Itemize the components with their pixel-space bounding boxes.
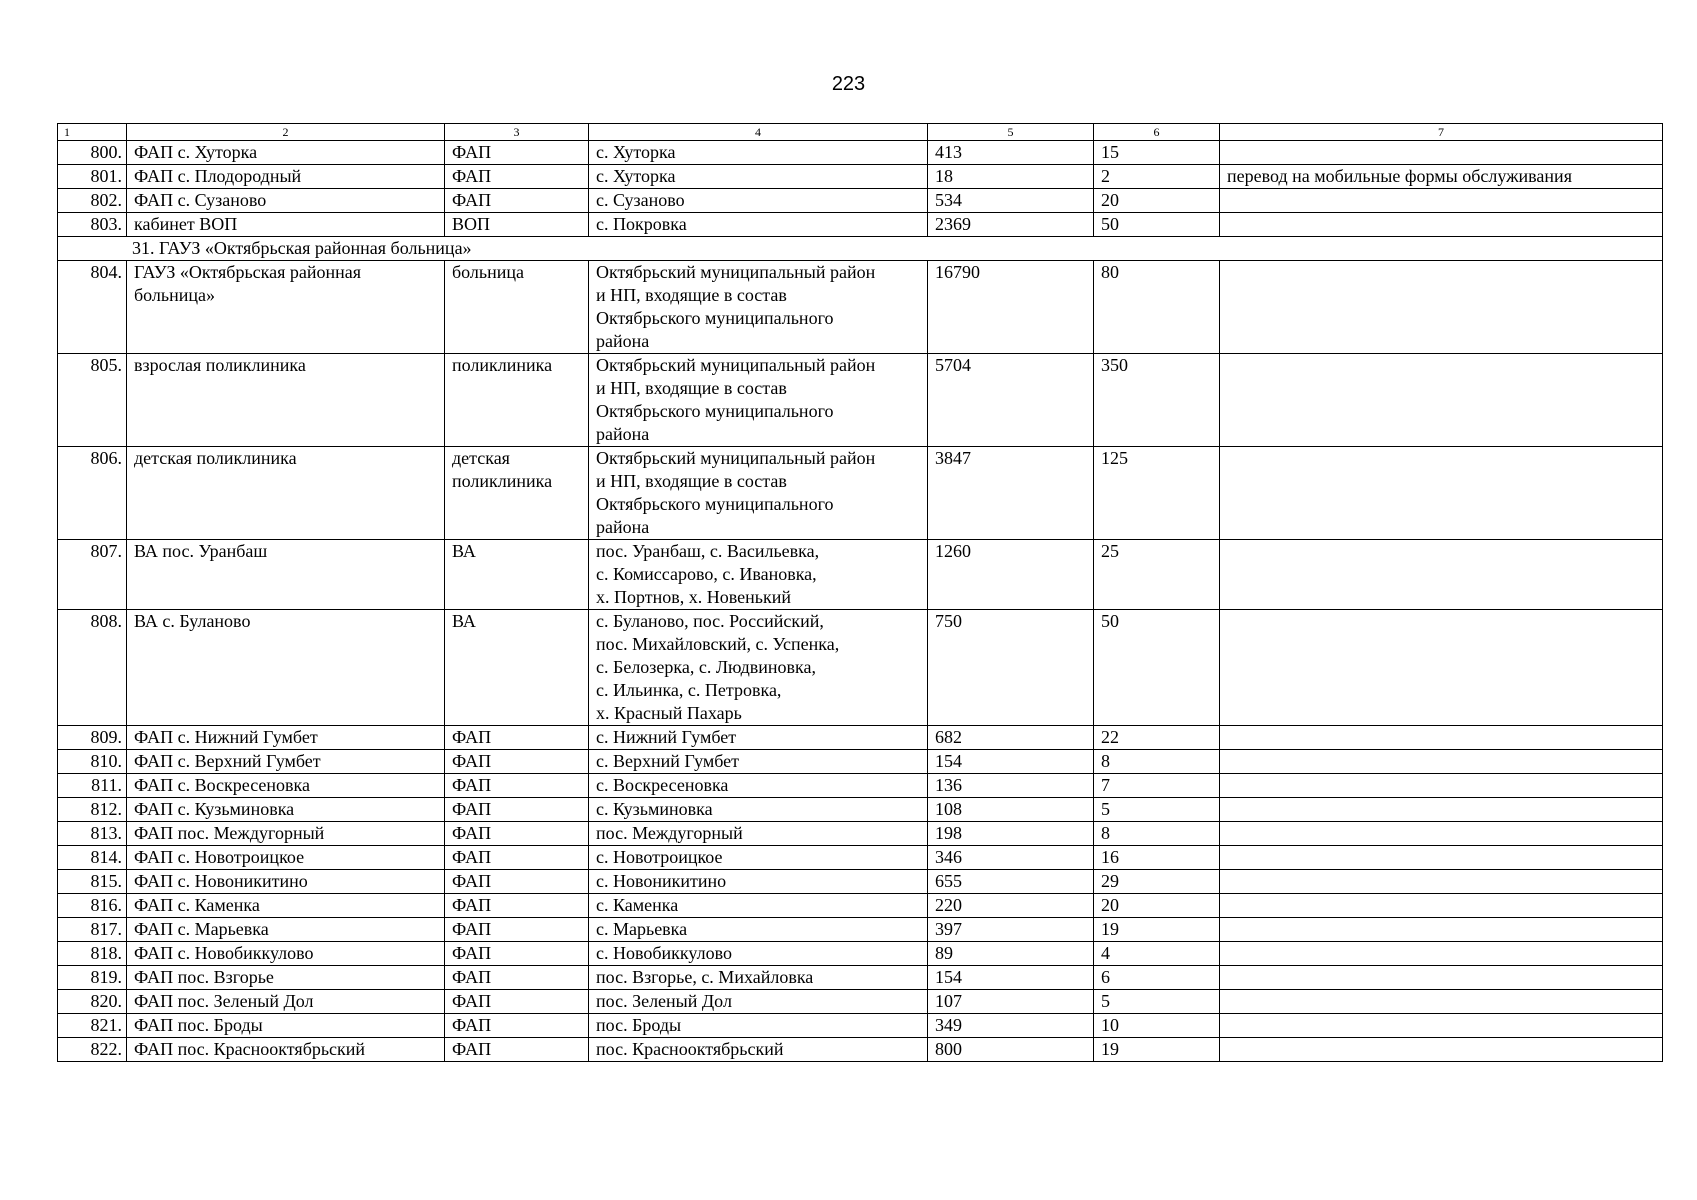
table-row xyxy=(58,165,1663,189)
service-area: с. Новобиккулово xyxy=(589,942,928,966)
table-row xyxy=(58,1014,1663,1038)
facility-name: ФАП с. Марьевка xyxy=(127,918,445,942)
table-row xyxy=(58,540,1663,610)
note xyxy=(1220,846,1663,870)
facility-type: ВА xyxy=(445,540,589,610)
note xyxy=(1220,1038,1663,1062)
note xyxy=(1220,213,1663,237)
row-number: 808. xyxy=(58,610,127,726)
table-row xyxy=(58,141,1663,165)
header-cell: 3 xyxy=(445,124,589,141)
service-area: пос. Краснооктябрьский xyxy=(589,1038,928,1062)
note xyxy=(1220,354,1663,447)
note xyxy=(1220,870,1663,894)
table-row xyxy=(58,354,1663,447)
facility-name: ФАП с. Каменка xyxy=(127,894,445,918)
facility-type: ФАП xyxy=(445,165,589,189)
column-5-value: 16790 xyxy=(928,261,1094,354)
column-5-value: 397 xyxy=(928,918,1094,942)
facility-type: ФАП xyxy=(445,189,589,213)
service-area: с. Сузаново xyxy=(589,189,928,213)
row-number: 815. xyxy=(58,870,127,894)
table-row xyxy=(58,942,1663,966)
note xyxy=(1220,894,1663,918)
table-row xyxy=(58,610,1663,726)
service-area: с. Новоникитино xyxy=(589,870,928,894)
column-6-value: 22 xyxy=(1094,726,1220,750)
row-number: 806. xyxy=(58,447,127,540)
table-row xyxy=(58,918,1663,942)
column-5-value: 18 xyxy=(928,165,1094,189)
table-row xyxy=(58,774,1663,798)
table-row xyxy=(58,822,1663,846)
note xyxy=(1220,918,1663,942)
facility-name: ФАП с. Сузаново xyxy=(127,189,445,213)
header-cell: 7 xyxy=(1220,124,1663,141)
note: перевод на мобильные формы обслуживания xyxy=(1220,165,1663,189)
row-number: 813. xyxy=(58,822,127,846)
facility-name: ФАП с. Новоникитино xyxy=(127,870,445,894)
facility-type: ФАП xyxy=(445,798,589,822)
column-6-value: 6 xyxy=(1094,966,1220,990)
column-5-value: 800 xyxy=(928,1038,1094,1062)
facility-name: ФАП с. Новотроицкое xyxy=(127,846,445,870)
facility-type: ФАП xyxy=(445,918,589,942)
service-area: с. Верхний Гумбет xyxy=(589,750,928,774)
column-6-value: 8 xyxy=(1094,822,1220,846)
service-area: с. Хуторка xyxy=(589,165,928,189)
column-5-value: 346 xyxy=(928,846,1094,870)
service-area: пос. Зеленый Дол xyxy=(589,990,928,1014)
service-area: пос. Междугорный xyxy=(589,822,928,846)
service-area: Октябрьский муниципальный район и НП, входящие в состав Октябрьского муниципального района xyxy=(589,261,928,354)
row-number: 816. xyxy=(58,894,127,918)
facility-name: ФАП с. Нижний Гумбет xyxy=(127,726,445,750)
service-area: Октябрьский муниципальный район и НП, входящие в состав Октябрьского муниципального района xyxy=(589,447,928,540)
table-row xyxy=(58,261,1663,354)
row-number: 817. xyxy=(58,918,127,942)
column-6-value: 4 xyxy=(1094,942,1220,966)
service-area: Октябрьский муниципальный район и НП, входящие в состав Октябрьского муниципального района xyxy=(589,354,928,447)
page-number: 223 xyxy=(831,73,866,95)
service-area: с. Буланово, пос. Российский, пос. Михайловский, с. Успенка, с. Белозерка, с. Людвиновка, с. Ильинка, с. Петровка, х. Красный Пахарь xyxy=(589,610,928,726)
service-area: с. Марьевка xyxy=(589,918,928,942)
note xyxy=(1220,1014,1663,1038)
facility-type: ФАП xyxy=(445,1038,589,1062)
facility-type: ФАП xyxy=(445,774,589,798)
facility-name: ФАП с. Верхний Гумбет xyxy=(127,750,445,774)
column-5-value: 154 xyxy=(928,750,1094,774)
table-row xyxy=(58,750,1663,774)
header-cell: 6 xyxy=(1094,124,1220,141)
facility-name: кабинет ВОП xyxy=(127,213,445,237)
column-6-value: 350 xyxy=(1094,354,1220,447)
header-cell: 4 xyxy=(589,124,928,141)
note xyxy=(1220,966,1663,990)
row-number: 805. xyxy=(58,354,127,447)
service-area: с. Воскресеновка xyxy=(589,774,928,798)
table-row xyxy=(58,966,1663,990)
row-number: 804. xyxy=(58,261,127,354)
column-5-value: 349 xyxy=(928,1014,1094,1038)
column-5-value: 413 xyxy=(928,141,1094,165)
column-5-value: 2369 xyxy=(928,213,1094,237)
column-5-value: 3847 xyxy=(928,447,1094,540)
header-cell: 1 xyxy=(58,124,127,141)
facility-name: взрослая поликлиника xyxy=(127,354,445,447)
row-number: 818. xyxy=(58,942,127,966)
facility-name: ФАП пос. Броды xyxy=(127,1014,445,1038)
column-6-value: 50 xyxy=(1094,213,1220,237)
column-6-value: 25 xyxy=(1094,540,1220,610)
column-5-value: 108 xyxy=(928,798,1094,822)
facility-name: ФАП пос. Взгорье xyxy=(127,966,445,990)
facility-type: ФАП xyxy=(445,1014,589,1038)
facility-type: ФАП xyxy=(445,750,589,774)
note xyxy=(1220,261,1663,354)
column-5-value: 750 xyxy=(928,610,1094,726)
facility-type: ФАП xyxy=(445,822,589,846)
row-number: 800. xyxy=(58,141,127,165)
row-number: 820. xyxy=(58,990,127,1014)
column-6-value: 15 xyxy=(1094,141,1220,165)
facility-type: ВОП xyxy=(445,213,589,237)
table-row xyxy=(58,213,1663,237)
note xyxy=(1220,726,1663,750)
facility-type: ФАП xyxy=(445,726,589,750)
facility-type: детская поликлиника xyxy=(445,447,589,540)
row-number: 812. xyxy=(58,798,127,822)
facility-type: ФАП xyxy=(445,894,589,918)
column-6-value: 80 xyxy=(1094,261,1220,354)
column-5-value: 5704 xyxy=(928,354,1094,447)
table-row xyxy=(58,726,1663,750)
column-5-value: 655 xyxy=(928,870,1094,894)
column-number-header xyxy=(58,124,1663,141)
column-5-value: 198 xyxy=(928,822,1094,846)
column-6-value: 8 xyxy=(1094,750,1220,774)
table-row xyxy=(58,798,1663,822)
row-number: 814. xyxy=(58,846,127,870)
column-5-value: 220 xyxy=(928,894,1094,918)
service-area: пос. Уранбаш, с. Васильевка, с. Комиссарово, с. Ивановка, х. Портнов, х. Новенький xyxy=(589,540,928,610)
facility-name: ФАП пос. Междугорный xyxy=(127,822,445,846)
service-area: с. Кузьминовка xyxy=(589,798,928,822)
table-row xyxy=(58,870,1663,894)
column-5-value: 136 xyxy=(928,774,1094,798)
column-5-value: 89 xyxy=(928,942,1094,966)
facility-type: ФАП xyxy=(445,870,589,894)
column-5-value: 534 xyxy=(928,189,1094,213)
row-number: 810. xyxy=(58,750,127,774)
facilities-table xyxy=(57,123,1663,1062)
note xyxy=(1220,540,1663,610)
facility-type: ФАП xyxy=(445,990,589,1014)
facility-name: ФАП с. Кузьминовка xyxy=(127,798,445,822)
facility-type: ФАП xyxy=(445,141,589,165)
table-row xyxy=(58,189,1663,213)
facility-name: детская поликлиника xyxy=(127,447,445,540)
row-number: 809. xyxy=(58,726,127,750)
column-6-value: 19 xyxy=(1094,1038,1220,1062)
facility-type: поликлиника xyxy=(445,354,589,447)
table-row xyxy=(58,894,1663,918)
note xyxy=(1220,750,1663,774)
facility-name: ВА с. Буланово xyxy=(127,610,445,726)
service-area: с. Покровка xyxy=(589,213,928,237)
row-number: 819. xyxy=(58,966,127,990)
column-5-value: 154 xyxy=(928,966,1094,990)
row-number: 811. xyxy=(58,774,127,798)
column-6-value: 7 xyxy=(1094,774,1220,798)
table-row xyxy=(58,846,1663,870)
column-6-value: 125 xyxy=(1094,447,1220,540)
note xyxy=(1220,774,1663,798)
row-number: 822. xyxy=(58,1038,127,1062)
column-6-value: 10 xyxy=(1094,1014,1220,1038)
column-6-value: 2 xyxy=(1094,165,1220,189)
note xyxy=(1220,942,1663,966)
facility-type: ВА xyxy=(445,610,589,726)
facility-name: ФАП с. Воскресеновка xyxy=(127,774,445,798)
service-area: пос. Взгорье, с. Михайловка xyxy=(589,966,928,990)
facility-name: ФАП с. Хуторка xyxy=(127,141,445,165)
facility-name: ГАУЗ «Октябрьская районная больница» xyxy=(127,261,445,354)
facility-name: ФАП с. Плодородный xyxy=(127,165,445,189)
column-5-value: 107 xyxy=(928,990,1094,1014)
column-6-value: 5 xyxy=(1094,798,1220,822)
section-title: 31. ГАУЗ «Октябрьская районная больница» xyxy=(58,237,1663,261)
row-number: 803. xyxy=(58,213,127,237)
row-number: 802. xyxy=(58,189,127,213)
section-header-row xyxy=(58,237,1663,261)
note xyxy=(1220,189,1663,213)
facility-name: ФАП пос. Зеленый Дол xyxy=(127,990,445,1014)
facility-name: ФАП с. Новобиккулово xyxy=(127,942,445,966)
column-5-value: 682 xyxy=(928,726,1094,750)
facility-type: больница xyxy=(445,261,589,354)
service-area: с. Нижний Гумбет xyxy=(589,726,928,750)
facility-type: ФАП xyxy=(445,966,589,990)
header-cell: 5 xyxy=(928,124,1094,141)
facility-type: ФАП xyxy=(445,846,589,870)
table-body xyxy=(58,124,1663,1062)
column-6-value: 20 xyxy=(1094,894,1220,918)
table-row xyxy=(58,447,1663,540)
service-area: с. Каменка xyxy=(589,894,928,918)
column-6-value: 50 xyxy=(1094,610,1220,726)
row-number: 807. xyxy=(58,540,127,610)
service-area: с. Хуторка xyxy=(589,141,928,165)
service-area: пос. Броды xyxy=(589,1014,928,1038)
facility-name: ФАП пос. Краснооктябрьский xyxy=(127,1038,445,1062)
service-area: с. Новотроицкое xyxy=(589,846,928,870)
column-6-value: 16 xyxy=(1094,846,1220,870)
row-number: 801. xyxy=(58,165,127,189)
column-6-value: 5 xyxy=(1094,990,1220,1014)
note xyxy=(1220,822,1663,846)
note xyxy=(1220,798,1663,822)
note xyxy=(1220,990,1663,1014)
note xyxy=(1220,447,1663,540)
facility-name: ВА пос. Уранбаш xyxy=(127,540,445,610)
column-6-value: 29 xyxy=(1094,870,1220,894)
column-6-value: 20 xyxy=(1094,189,1220,213)
note xyxy=(1220,141,1663,165)
row-number: 821. xyxy=(58,1014,127,1038)
facility-type: ФАП xyxy=(445,942,589,966)
table-row xyxy=(58,1038,1663,1062)
column-5-value: 1260 xyxy=(928,540,1094,610)
header-cell: 2 xyxy=(127,124,445,141)
note xyxy=(1220,610,1663,726)
column-6-value: 19 xyxy=(1094,918,1220,942)
table-row xyxy=(58,990,1663,1014)
